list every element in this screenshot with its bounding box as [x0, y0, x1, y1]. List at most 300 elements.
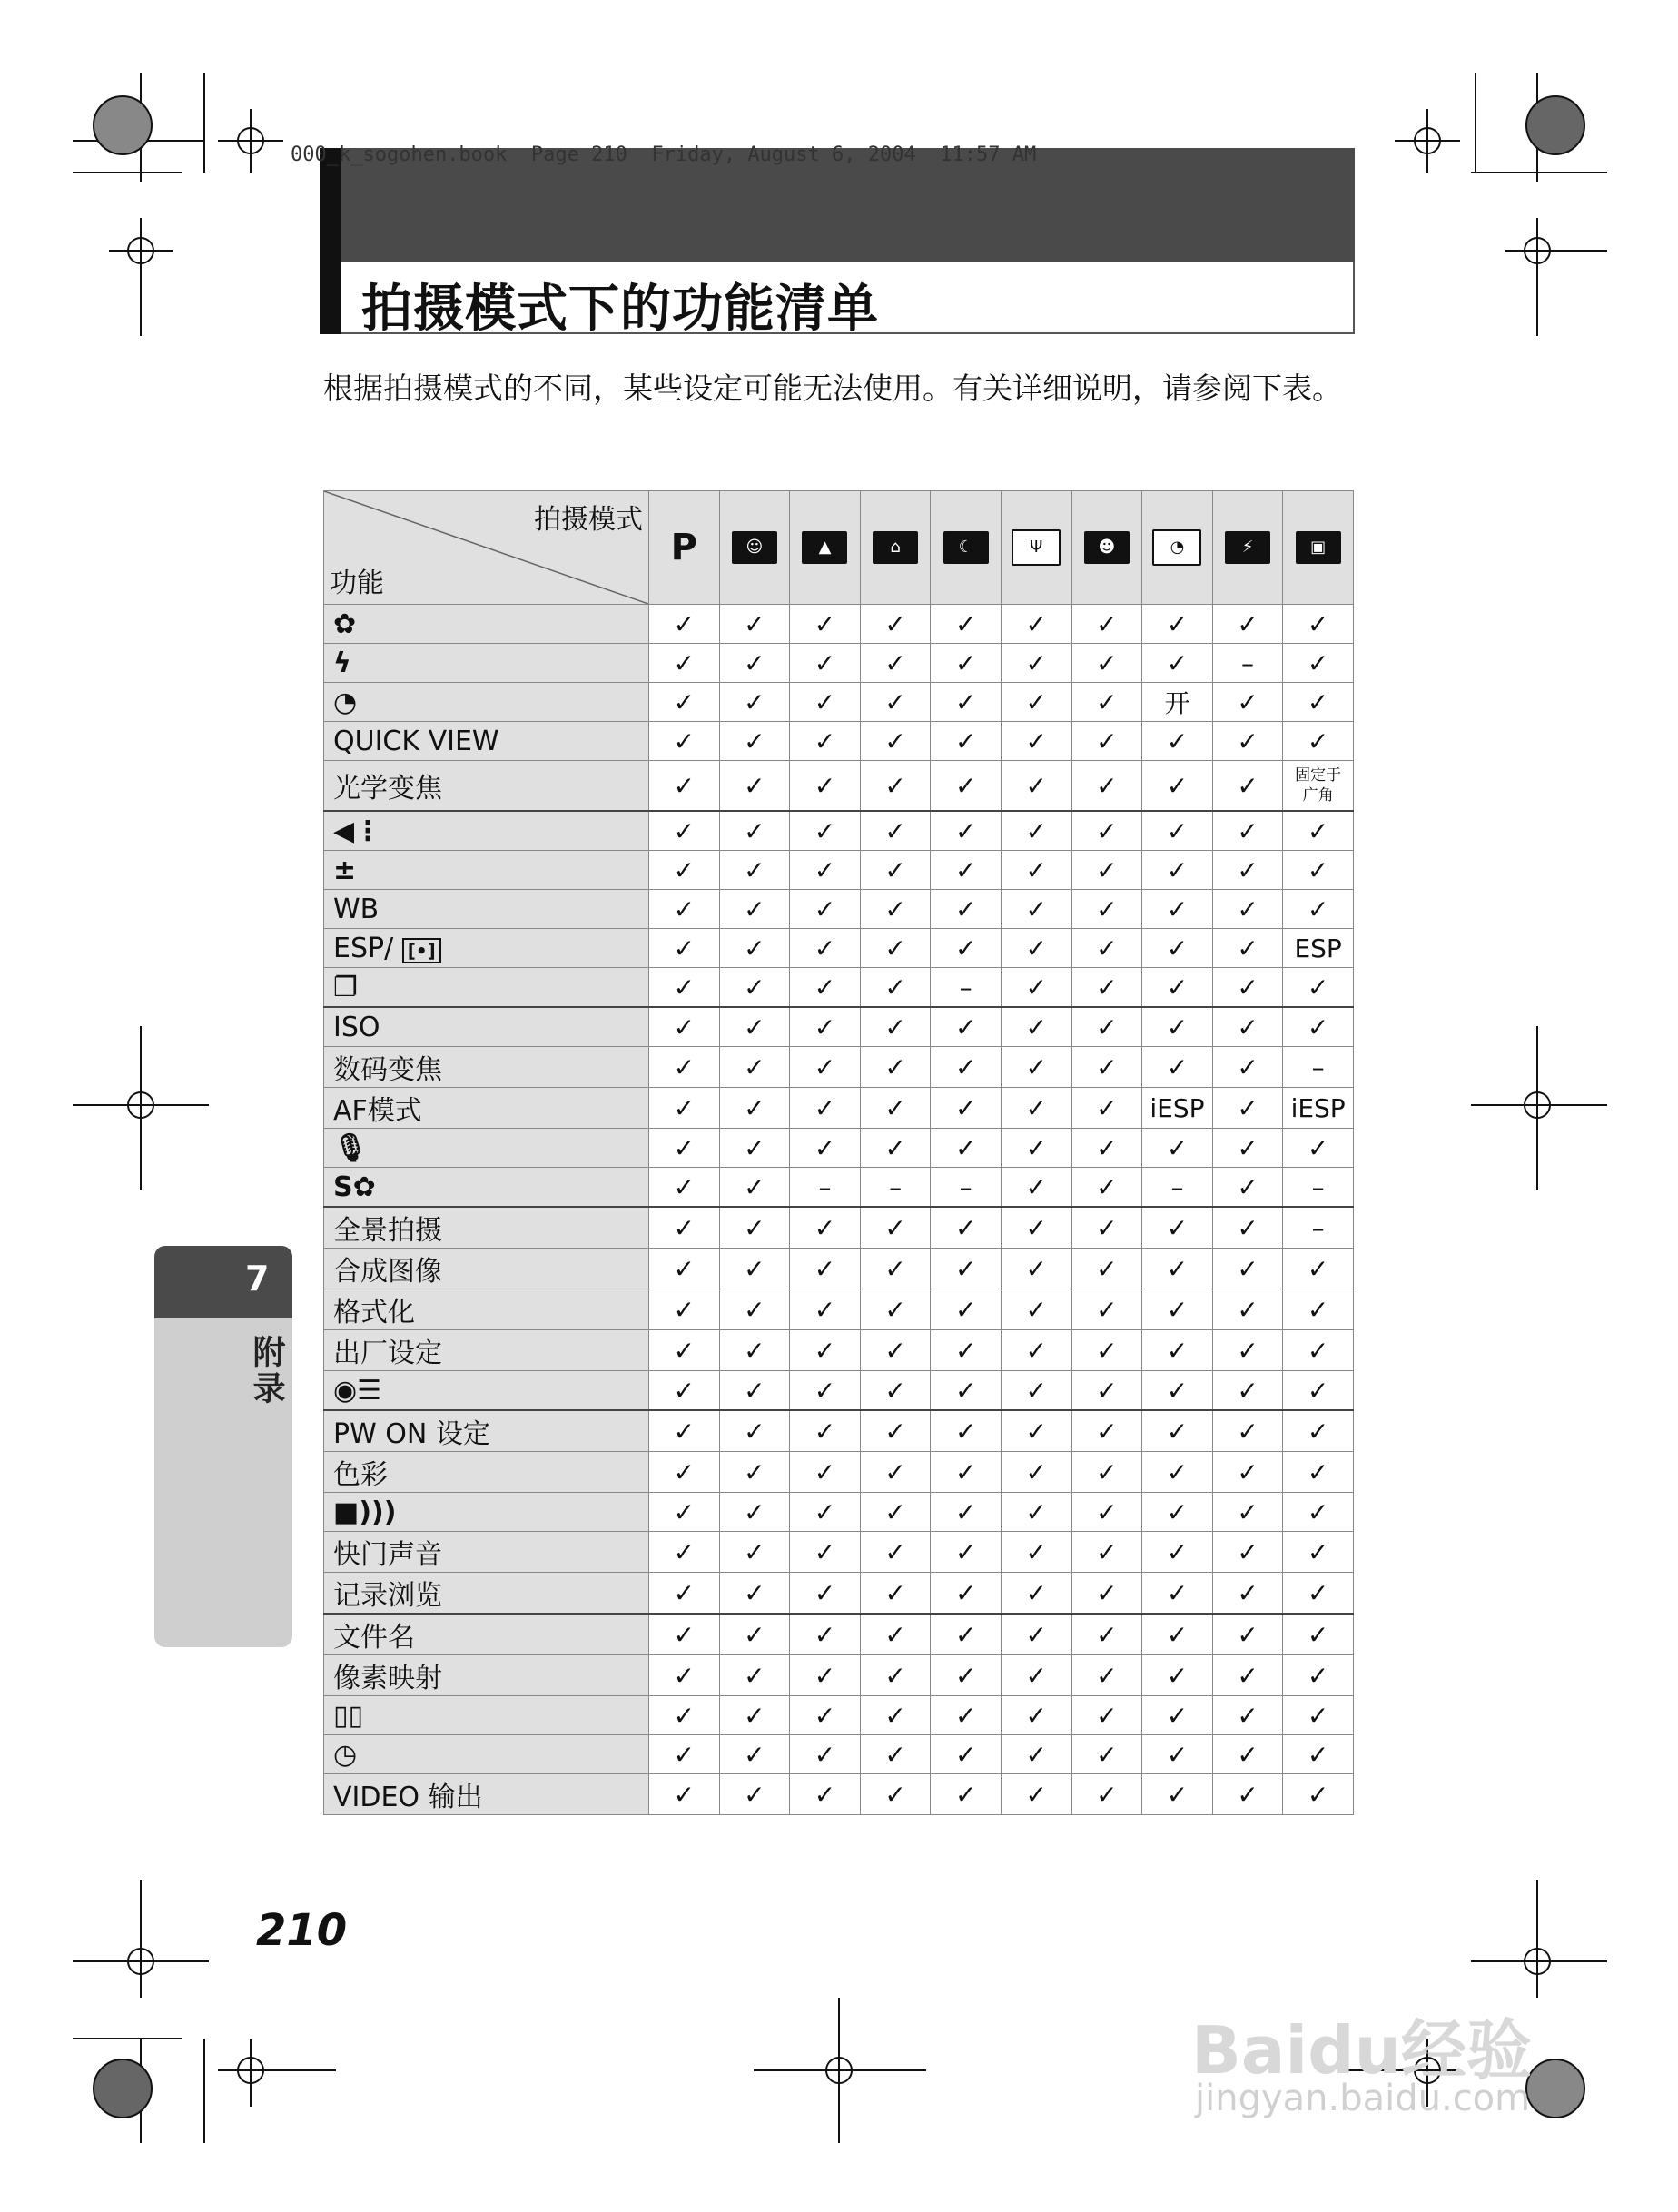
availability-cell: ✓	[931, 851, 1002, 890]
availability-cell: ✓	[1142, 1330, 1213, 1371]
availability-cell: ✓	[860, 1249, 931, 1289]
availability-cell: ✓	[1001, 1452, 1071, 1493]
function-name-cell	[324, 1249, 649, 1289]
availability-cell: ✓	[649, 1774, 720, 1815]
mode-header-landscape-portrait	[860, 491, 931, 605]
function-name-cell	[324, 1330, 649, 1371]
availability-cell: ✓	[719, 1573, 790, 1615]
availability-cell: ✓	[1142, 761, 1213, 812]
availability-cell: ✓	[719, 1007, 790, 1047]
availability-cell: ✓	[931, 811, 1002, 851]
function-name-cell	[324, 1168, 649, 1208]
table-row	[324, 929, 1354, 968]
availability-cell: ✓	[1142, 929, 1213, 968]
availability-cell: ✓	[649, 605, 720, 644]
availability-cell: ✓	[1283, 1410, 1354, 1452]
availability-cell: ✓	[719, 1410, 790, 1452]
availability-cell: ✓	[790, 851, 861, 890]
availability-cell: ✓	[790, 605, 861, 644]
availability-cell: ✓	[1071, 1452, 1142, 1493]
availability-cell: ✓	[1071, 605, 1142, 644]
availability-cell: ✓	[1212, 1493, 1283, 1532]
function-name: 色彩	[333, 1459, 388, 1491]
function-name: QUICK VIEW	[333, 725, 499, 757]
availability-cell: ✓	[931, 1047, 1002, 1088]
table-row	[324, 1289, 1354, 1330]
availability-cell: –	[1283, 1047, 1354, 1088]
function-name: 记录浏览	[333, 1580, 442, 1612]
availability-cell: ✓	[1142, 1289, 1213, 1330]
availability-cell: –	[790, 1168, 861, 1208]
availability-cell: ✓	[1283, 1532, 1354, 1573]
availability-cell: ✓	[1001, 605, 1071, 644]
availability-cell: ✓	[860, 1493, 931, 1532]
function-name-cell	[324, 1410, 649, 1452]
function-name-cell	[324, 811, 649, 851]
availability-cell: ✓	[649, 1410, 720, 1452]
table-row	[324, 968, 1354, 1008]
table-row	[324, 722, 1354, 761]
availability-cell: ✓	[1142, 851, 1213, 890]
function-name-cell	[324, 1655, 649, 1696]
availability-cell: ✓	[860, 761, 931, 812]
availability-cell: ✓	[1212, 683, 1283, 722]
availability-cell: ✓	[1283, 1735, 1354, 1774]
availability-cell: ✓	[1142, 644, 1213, 683]
availability-cell: ✓	[1071, 1129, 1142, 1168]
availability-cell: ✓	[790, 1249, 861, 1289]
table-row	[324, 1207, 1354, 1249]
function-name-cell	[324, 929, 649, 968]
table-body	[324, 605, 1354, 1815]
availability-cell: ✓	[649, 1655, 720, 1696]
availability-cell: ✓	[1001, 1532, 1071, 1573]
availability-cell: ✓	[719, 1249, 790, 1289]
availability-cell: ✓	[1071, 1774, 1142, 1815]
availability-cell: ✓	[1212, 1168, 1283, 1208]
super-macro-icon: S✿	[333, 1170, 376, 1203]
clock-icon: ◷	[333, 1738, 358, 1771]
availability-cell: ✓	[649, 1735, 720, 1774]
availability-cell: ✓	[1071, 1088, 1142, 1129]
program-icon: P	[670, 527, 697, 568]
chapter-label: 附录	[248, 1335, 285, 1407]
availability-cell: ✓	[1142, 605, 1213, 644]
availability-cell: –	[1283, 1207, 1354, 1249]
macro-icon: ✿	[333, 607, 357, 640]
availability-cell: ✓	[931, 761, 1002, 812]
availability-cell: ✓	[860, 1289, 931, 1330]
availability-cell: ✓	[1212, 968, 1283, 1008]
table-row	[324, 1047, 1354, 1088]
function-name: PW ON 设定	[333, 1418, 490, 1450]
availability-cell: ✓	[931, 1452, 1002, 1493]
availability-cell: ✓	[1071, 1573, 1142, 1615]
availability-cell: ✓	[719, 1129, 790, 1168]
availability-cell: ✓	[719, 761, 790, 812]
availability-cell: ✓	[1212, 1735, 1283, 1774]
availability-cell: ✓	[719, 890, 790, 929]
availability-cell: ✓	[719, 722, 790, 761]
page-number: 210	[256, 1905, 348, 1956]
mode-header-landscape	[790, 491, 861, 605]
availability-cell: ✓	[860, 929, 931, 968]
availability-cell: ✓	[790, 1532, 861, 1573]
function-name-cell	[324, 1047, 649, 1088]
availability-cell: ✓	[1283, 890, 1354, 929]
availability-cell: ✓	[1212, 1655, 1283, 1696]
availability-cell: ✓	[1001, 929, 1071, 968]
availability-cell: –	[1212, 644, 1283, 683]
availability-cell: ✓	[1071, 929, 1142, 968]
availability-cell: ✓	[860, 1007, 931, 1047]
availability-cell: ✓	[719, 683, 790, 722]
availability-cell: ✓	[790, 1047, 861, 1088]
mode-header-portrait	[719, 491, 790, 605]
availability-cell: ✓	[1212, 1774, 1283, 1815]
availability-cell: ✓	[1001, 1207, 1071, 1249]
availability-cell: ✓	[649, 1207, 720, 1249]
availability-cell: ✓	[931, 683, 1002, 722]
availability-cell: ✓	[1142, 722, 1213, 761]
function-name-cell	[324, 1493, 649, 1532]
table-row	[324, 1532, 1354, 1573]
availability-cell: ✓	[931, 1655, 1002, 1696]
availability-cell: ✓	[649, 929, 720, 968]
function-name: 像素映射	[333, 1663, 442, 1694]
availability-cell: ✓	[1212, 1330, 1283, 1371]
availability-cell: ✓	[649, 1452, 720, 1493]
availability-cell: ✓	[1283, 1007, 1354, 1047]
availability-cell: ✓	[649, 851, 720, 890]
availability-cell: ✓	[1212, 1129, 1283, 1168]
availability-cell: ✓	[719, 1207, 790, 1249]
availability-cell: ✓	[931, 1088, 1002, 1129]
function-name-cell	[324, 1371, 649, 1411]
availability-cell: ✓	[1071, 1655, 1142, 1696]
availability-cell: ✓	[649, 1614, 720, 1655]
availability-cell: ✓	[931, 1007, 1002, 1047]
function-name: 全景拍摄	[333, 1215, 442, 1247]
availability-cell: ✓	[860, 1735, 931, 1774]
corner-label-function: 功能	[330, 568, 384, 599]
availability-cell: ✓	[649, 1047, 720, 1088]
availability-cell: ✓	[1212, 1007, 1283, 1047]
availability-cell: ✓	[719, 1168, 790, 1208]
availability-cell: ✓	[931, 1696, 1002, 1735]
availability-cell: ✓	[1071, 1047, 1142, 1088]
flash-icon: ϟ	[333, 647, 351, 679]
availability-cell: ✓	[1001, 1047, 1071, 1088]
availability-cell: ✓	[1283, 1371, 1354, 1411]
self-portrait-icon: ☻	[1084, 531, 1130, 564]
availability-cell: ✓	[1212, 1371, 1283, 1411]
function-name-cell	[324, 1532, 649, 1573]
availability-cell: ESP	[1283, 929, 1354, 968]
availability-cell: ✓	[1283, 851, 1354, 890]
availability-cell: ✓	[1001, 1007, 1071, 1047]
availability-cell: ✓	[931, 1493, 1002, 1532]
availability-cell: ✓	[649, 1249, 720, 1289]
availability-cell: ✓	[649, 1168, 720, 1208]
availability-cell: ✓	[649, 1532, 720, 1573]
function-name: 光学变焦	[333, 773, 442, 805]
mode-header-cuisine	[1001, 491, 1071, 605]
availability-cell: ✓	[649, 761, 720, 812]
availability-cell: ✓	[1071, 1493, 1142, 1532]
availability-cell: ✓	[931, 1774, 1002, 1815]
function-name-cell	[324, 761, 649, 812]
availability-cell: ✓	[719, 1614, 790, 1655]
availability-cell: ✓	[1071, 1289, 1142, 1330]
chapter-number: 7	[245, 1259, 270, 1299]
availability-cell: ✓	[790, 1007, 861, 1047]
availability-cell: ✓	[1283, 1493, 1354, 1532]
availability-cell: ✓	[1142, 1007, 1213, 1047]
availability-cell: ✓	[860, 1129, 931, 1168]
availability-cell: ✓	[1142, 1774, 1213, 1815]
mode-header-sport	[1212, 491, 1283, 605]
availability-cell: ✓	[1283, 1614, 1354, 1655]
availability-cell: ✓	[1001, 968, 1071, 1008]
function-table	[323, 490, 1354, 1815]
availability-cell: ✓	[719, 929, 790, 968]
function-name: VIDEO 输出	[333, 1782, 483, 1813]
table-row	[324, 851, 1354, 890]
function-name-cell	[324, 968, 649, 1008]
function-name: WB	[333, 893, 380, 925]
availability-cell: ✓	[1212, 1452, 1283, 1493]
availability-cell: ✓	[1142, 1696, 1213, 1735]
availability-cell: ✓	[931, 890, 1002, 929]
availability-cell: ✓	[1001, 1696, 1071, 1735]
availability-cell: ✓	[1001, 1614, 1071, 1655]
availability-cell: ✓	[719, 1774, 790, 1815]
availability-cell: ✓	[790, 683, 861, 722]
availability-cell: ✓	[931, 1207, 1002, 1249]
availability-cell: ✓	[1071, 1330, 1142, 1371]
availability-cell: ✓	[931, 644, 1002, 683]
table-row	[324, 1007, 1354, 1047]
availability-cell: ✓	[1001, 890, 1071, 929]
availability-cell: ✓	[1001, 1088, 1071, 1129]
availability-cell: ✓	[790, 722, 861, 761]
availability-cell: ✓	[931, 1371, 1002, 1411]
availability-cell: ✓	[860, 1532, 931, 1573]
exposure-compensation-icon: ±	[333, 854, 357, 886]
availability-cell: ✓	[1071, 722, 1142, 761]
availability-cell: ✓	[931, 1614, 1002, 1655]
watermark-logo: Baidu经验	[1191, 2012, 1532, 2089]
availability-cell: ✓	[860, 1047, 931, 1088]
watermark-url: jingyan.baidu.com	[1195, 2078, 1531, 2119]
availability-cell: ✓	[790, 1129, 861, 1168]
availability-cell: ✓	[790, 1573, 861, 1615]
table-row	[324, 1614, 1354, 1655]
availability-cell: ✓	[1142, 1207, 1213, 1249]
function-name-cell	[324, 1129, 649, 1168]
corner-label-mode: 拍摄模式	[534, 504, 643, 536]
availability-cell: ✓	[1142, 1249, 1213, 1289]
availability-cell: ✓	[790, 1774, 861, 1815]
mode-header-movie	[1283, 491, 1354, 605]
availability-cell: ✓	[790, 644, 861, 683]
availability-cell: ✓	[1142, 968, 1213, 1008]
availability-cell: ✓	[719, 811, 790, 851]
availability-cell: ✓	[1212, 1614, 1283, 1655]
availability-cell: ✓	[719, 1289, 790, 1330]
availability-cell: ✓	[1001, 811, 1071, 851]
availability-cell: ✓	[1071, 1735, 1142, 1774]
availability-cell: ✓	[790, 1289, 861, 1330]
table-row	[324, 1655, 1354, 1696]
availability-cell: ✓	[1071, 761, 1142, 812]
availability-cell: ✓	[649, 968, 720, 1008]
availability-cell: ✓	[860, 1452, 931, 1493]
availability-cell: ✓	[719, 644, 790, 683]
availability-cell: ✓	[1212, 1410, 1283, 1452]
function-name-cell	[324, 683, 649, 722]
mode-header-self-portrait	[1071, 491, 1142, 605]
availability-cell: ✓	[1142, 1452, 1213, 1493]
table-row	[324, 1410, 1354, 1452]
availability-cell: ✓	[860, 811, 931, 851]
self-timer-icon: ◔	[333, 686, 358, 718]
availability-cell: ✓	[1142, 1655, 1213, 1696]
availability-cell: ✓	[790, 1655, 861, 1696]
availability-cell: ✓	[931, 1129, 1002, 1168]
table-row	[324, 1330, 1354, 1371]
table-corner-cell	[324, 491, 649, 605]
availability-cell: ✓	[1001, 851, 1071, 890]
function-name-cell	[324, 644, 649, 683]
print-header: 000_k_sogohen.book Page 210 Friday, August 6, 2004 11:57 AM	[291, 143, 1037, 166]
function-name-cell	[324, 1735, 649, 1774]
availability-cell: ✓	[649, 811, 720, 851]
availability-cell: ✓	[931, 605, 1002, 644]
function-name-cell	[324, 1088, 649, 1129]
availability-cell: ✓	[860, 683, 931, 722]
availability-cell: ✓	[1212, 1088, 1283, 1129]
function-name-cell	[324, 1774, 649, 1815]
availability-cell: ✓	[1212, 811, 1283, 851]
availability-cell: ✓	[1001, 1168, 1071, 1208]
availability-cell: ✓	[790, 1735, 861, 1774]
table-row	[324, 1371, 1354, 1411]
availability-cell: ✓	[1001, 722, 1071, 761]
availability-cell: ✓	[860, 1088, 931, 1129]
availability-cell: ✓	[1283, 811, 1354, 851]
availability-cell: ✓	[719, 1088, 790, 1129]
availability-cell: ✓	[860, 1330, 931, 1371]
availability-cell: ✓	[860, 1410, 931, 1452]
availability-cell: ✓	[1142, 1047, 1213, 1088]
availability-cell: ✓	[790, 1493, 861, 1532]
availability-cell: ✓	[649, 1573, 720, 1615]
function-name-cell	[324, 851, 649, 890]
availability-cell: –	[1283, 1168, 1354, 1208]
availability-cell: ✓	[719, 1047, 790, 1088]
availability-cell: ✓	[860, 722, 931, 761]
availability-cell: ✓	[1071, 1410, 1142, 1452]
availability-cell: ✓	[931, 1410, 1002, 1452]
availability-cell: ✓	[1142, 1614, 1213, 1655]
availability-cell: ✓	[649, 1088, 720, 1129]
availability-cell: ✓	[790, 1696, 861, 1735]
availability-cell: –	[860, 1168, 931, 1208]
availability-cell: ✓	[1001, 1735, 1071, 1774]
function-name: ISO	[333, 1011, 380, 1043]
availability-cell: ✓	[649, 1129, 720, 1168]
availability-cell: ✓	[860, 968, 931, 1008]
availability-cell: ✓	[931, 722, 1002, 761]
availability-cell: ✓	[649, 1330, 720, 1371]
availability-cell: ✓	[1001, 1573, 1071, 1615]
availability-cell: –	[1142, 1168, 1213, 1208]
availability-cell: ✓	[860, 1371, 931, 1411]
availability-cell: ✓	[1212, 851, 1283, 890]
availability-cell: ✓	[790, 890, 861, 929]
function-name-cell	[324, 1289, 649, 1330]
availability-cell: ✓	[860, 605, 931, 644]
sequential-shooting-icon: ❐	[333, 971, 358, 1003]
availability-cell: ✓	[931, 1573, 1002, 1615]
availability-cell: ✓	[1071, 1614, 1142, 1655]
sport-icon: ⚡	[1225, 531, 1270, 564]
availability-cell: ✓	[719, 1452, 790, 1493]
night-scene-icon: ☾	[943, 531, 989, 564]
availability-cell: ✓	[1071, 968, 1142, 1008]
availability-cell: ✓	[931, 1330, 1002, 1371]
availability-cell: ✓	[649, 722, 720, 761]
availability-cell: ✓	[1001, 1371, 1071, 1411]
availability-cell: ✓	[1212, 1249, 1283, 1289]
availability-cell: ✓	[719, 1655, 790, 1696]
availability-cell: ✓	[649, 683, 720, 722]
table-row	[324, 811, 1354, 851]
table-row	[324, 1774, 1354, 1815]
language-icon: ◉☰	[333, 1374, 382, 1407]
spot-metering-icon: [•]	[402, 938, 441, 963]
availability-cell: ✓	[1212, 1207, 1283, 1249]
mode-header-self-timer-portrait	[1142, 491, 1213, 605]
function-name-cell	[324, 605, 649, 644]
table-row	[324, 1735, 1354, 1774]
function-name: 快门声音	[333, 1539, 442, 1571]
table-row	[324, 644, 1354, 683]
availability-cell: ✓	[1071, 683, 1142, 722]
availability-cell: ✓	[790, 1330, 861, 1371]
landscape-icon: ▲	[802, 531, 847, 564]
table-row	[324, 1129, 1354, 1168]
availability-cell: ✓	[860, 851, 931, 890]
function-name-cell	[324, 890, 649, 929]
landscape-portrait-icon: ⌂	[873, 531, 918, 564]
availability-cell: ✓	[649, 1007, 720, 1047]
availability-cell: ✓	[1283, 1573, 1354, 1615]
availability-cell: ✓	[1142, 1371, 1213, 1411]
availability-cell: ✓	[1001, 1493, 1071, 1532]
availability-cell: ✓	[1071, 1007, 1142, 1047]
availability-cell: ✓	[860, 1207, 931, 1249]
availability-cell: ✓	[790, 811, 861, 851]
availability-cell: ✓	[1071, 1371, 1142, 1411]
availability-cell: ✓	[931, 1735, 1002, 1774]
availability-cell: ✓	[1001, 1330, 1071, 1371]
availability-cell: ✓	[1071, 1249, 1142, 1289]
table-row	[324, 1696, 1354, 1735]
availability-cell: ✓	[931, 1249, 1002, 1289]
